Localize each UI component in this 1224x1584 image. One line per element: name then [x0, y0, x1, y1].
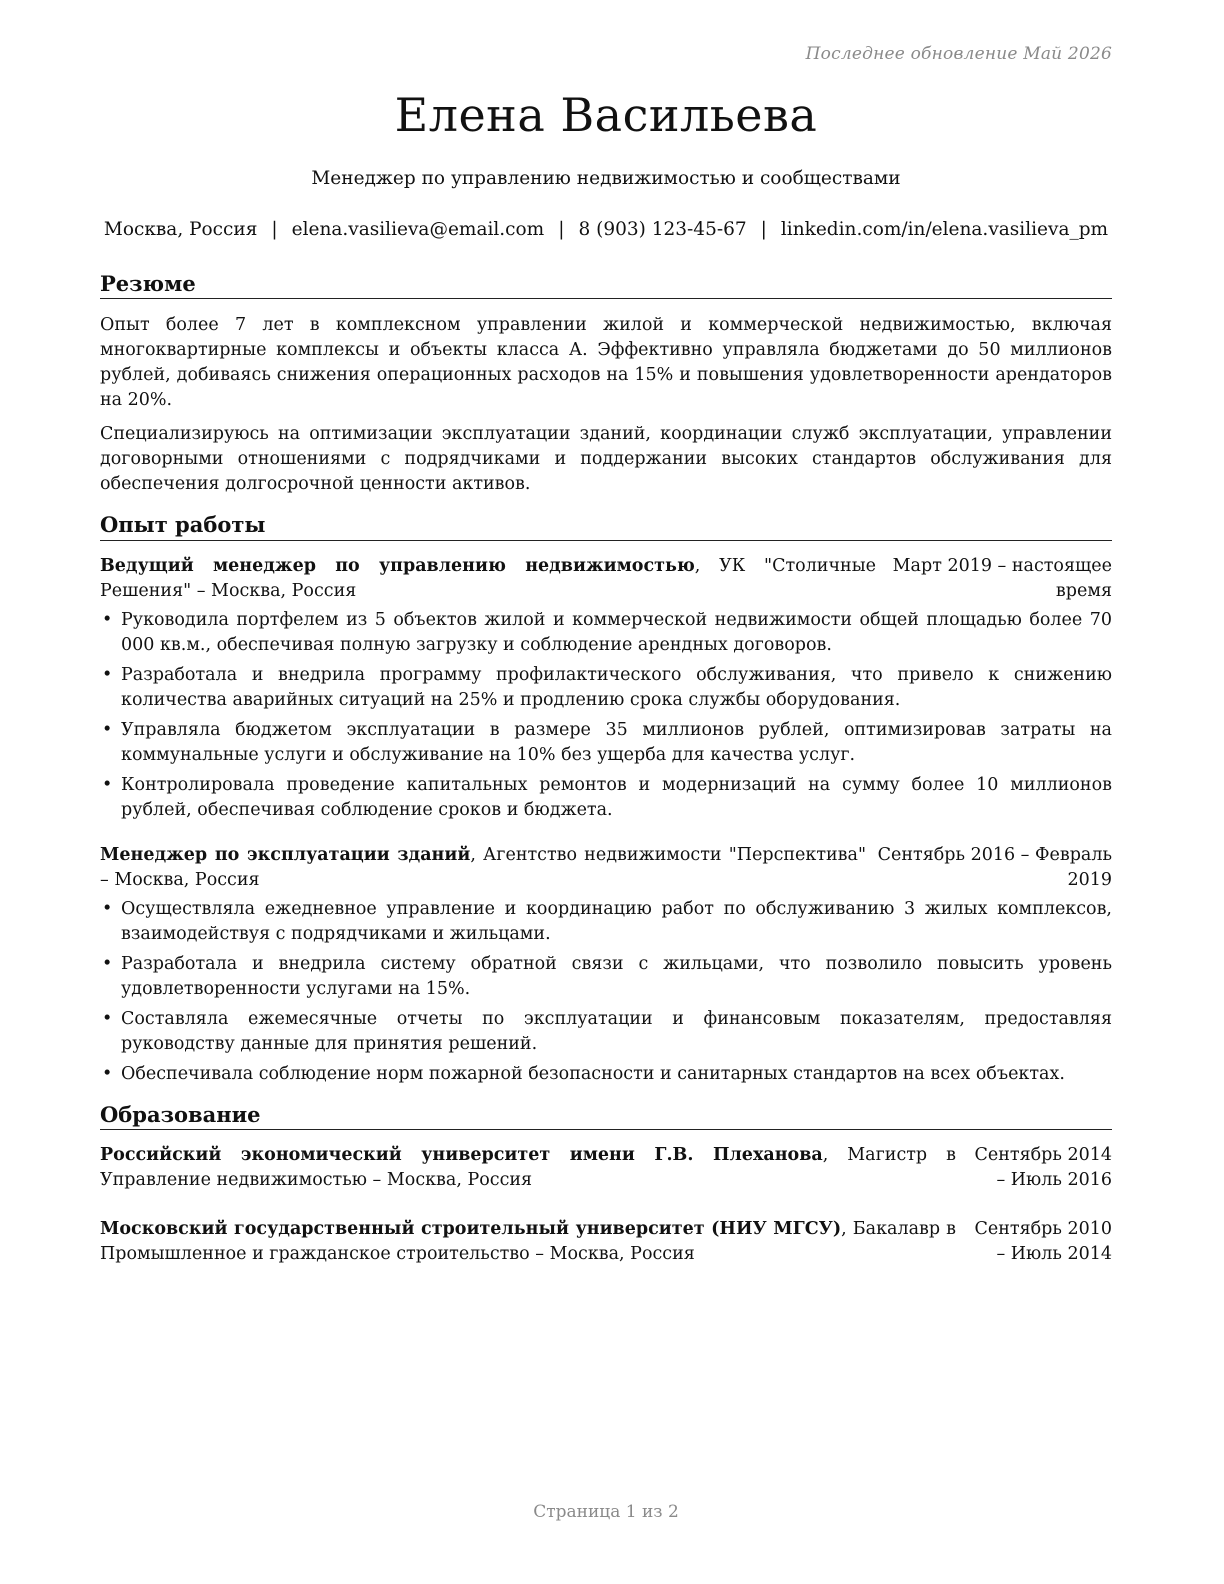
- last-updated: Последнее обновление Май 2026: [805, 44, 1112, 64]
- education-dates: Сентябрь 2014 – Июль 2016: [974, 1144, 1112, 1190]
- job-bullets: [100, 897, 1112, 1087]
- education-degree: , Бакалавр в Промышленное и гражданское строительство – Москва, Россия: [100, 1218, 956, 1264]
- bullet-icon: •: [102, 953, 113, 974]
- job-role: Менеджер по эксплуатации зданий: [100, 844, 471, 865]
- job-dates: Март 2019 – настоящее время: [892, 555, 1112, 601]
- contact-separator: |: [271, 219, 278, 240]
- page-number: Страница 1 из 2: [533, 1502, 679, 1522]
- experience-heading: Опыт работы: [100, 511, 1112, 540]
- list-item: • Составляла ежемесячные отчеты по эксплуатации и финансовым показателям, предоставляя руководству данные для принятия решений.: [102, 1008, 1112, 1054]
- education-degree: , Магистр в Управление недвижимостью – Москва, Россия: [100, 1144, 956, 1190]
- resume-content: [100, 270, 1112, 1267]
- summary-paragraph: Опыт более 7 лет в комплексном управлении жилой и коммерческой недвижимостью, включая многоквартирные комплексы и объекты класса А. Эффективно управляла бюджетами до 50 миллионов рублей, добиваясь снижения операционных расходов на 15% и повышения удовлетворенности арендаторов на 20%.: [100, 315, 1112, 411]
- experience-section: [100, 511, 1112, 1086]
- contact-linkedin[interactable]: linkedin.com/in/elena.vasilieva_pm: [780, 219, 1109, 240]
- contact-line: [100, 219, 1112, 240]
- job-role: Ведущий менеджер по управлению недвижимостью: [100, 555, 695, 576]
- education-entry: [100, 1217, 1112, 1267]
- job-header: [100, 843, 1112, 893]
- summary-paragraph: Специализируюсь на оптимизации эксплуатации зданий, координации служб эксплуатации, управлении договорными отношениями с подрядчиками и поддержании высоких стандартов обслуживания для обеспечения долгосрочной ценности активов.: [100, 424, 1112, 495]
- candidate-title: Менеджер по управлению недвижимостью и сообществами: [311, 168, 901, 189]
- contact-phone[interactable]: 8 (903) 123-45-67: [578, 219, 747, 240]
- list-item: • Управляла бюджетом эксплуатации в размере 35 миллионов рублей, оптимизировав затраты на коммунальные услуги и обслуживание на 10% без ущерба для качества услуг.: [102, 719, 1112, 765]
- bullet-icon: •: [102, 664, 113, 685]
- list-item: • Контролировала проведение капитальных ремонтов и модернизаций на сумму более 10 миллионов рублей, обеспечивая соблюдение сроков и бюджета.: [102, 774, 1112, 820]
- list-item: • Осуществляла ежедневное управление и координацию работ по обслуживанию 3 жилых комплексов, взаимодействуя с подрядчиками и жильцами.: [102, 898, 1112, 944]
- bullet-icon: •: [102, 719, 113, 740]
- job-role-company: [100, 554, 876, 604]
- resume-page: [100, 0, 1112, 1584]
- list-item: • Обеспечивала соблюдение норм пожарной безопасности и санитарных стандартов на всех объектах.: [100, 1062, 1112, 1087]
- job-entry: [100, 843, 1112, 1087]
- education-dates: Сентябрь 2010 – Июль 2014: [974, 1218, 1112, 1264]
- summary-heading: Резюме: [100, 270, 1112, 299]
- contact-location: Москва, Россия: [103, 219, 258, 240]
- education-entry: [100, 1143, 1112, 1193]
- bullet-icon: •: [102, 1063, 113, 1084]
- education-school-degree: [100, 1217, 956, 1267]
- bullet-icon: •: [102, 898, 113, 919]
- education-heading: Образование: [100, 1101, 1112, 1130]
- job-dates: Сентябрь 2016 – Февраль 2019: [877, 844, 1112, 890]
- summary-section: [100, 270, 1112, 497]
- education-section: [100, 1101, 1112, 1267]
- job-entry: [100, 554, 1112, 823]
- list-item: • Руководила портфелем из 5 объектов жилой и коммерческой недвижимости общей площадью более 70 000 кв.м., обеспечивая полную загрузку и соблюдение арендных договоров.: [102, 609, 1112, 655]
- job-bullets: [100, 608, 1112, 823]
- education-school: Московский государственный строительный университет (НИУ МГСУ): [100, 1218, 842, 1239]
- bullet-icon: •: [102, 774, 113, 795]
- job-role-company: [100, 843, 866, 893]
- bullet-icon: •: [102, 1008, 113, 1029]
- candidate-name: Елена Васильева: [394, 88, 818, 142]
- list-item: • Разработала и внедрила программу профилактического обслуживания, что привело к снижению количества аварийных ситуаций на 25% и продлению срока службы оборудования.: [102, 664, 1112, 710]
- education-school: Российский экономический университет имени Г.В. Плеханова: [100, 1144, 823, 1165]
- job-header: [100, 554, 1112, 604]
- contact-separator: |: [760, 219, 767, 240]
- contact-email[interactable]: elena.vasilieva@email.com: [291, 219, 545, 240]
- job-company: , УК "Столичные Решения" – Москва, Россия: [100, 555, 876, 601]
- job-company: , Агентство недвижимости "Перспектива" – Москва, Россия: [100, 844, 867, 890]
- contact-separator: |: [558, 219, 565, 240]
- list-item: • Разработала и внедрила систему обратной связи с жильцами, что позволило повысить уровень удовлетворенности услугами на 15%.: [102, 953, 1112, 999]
- education-school-degree: [100, 1143, 956, 1193]
- bullet-icon: •: [102, 609, 113, 630]
